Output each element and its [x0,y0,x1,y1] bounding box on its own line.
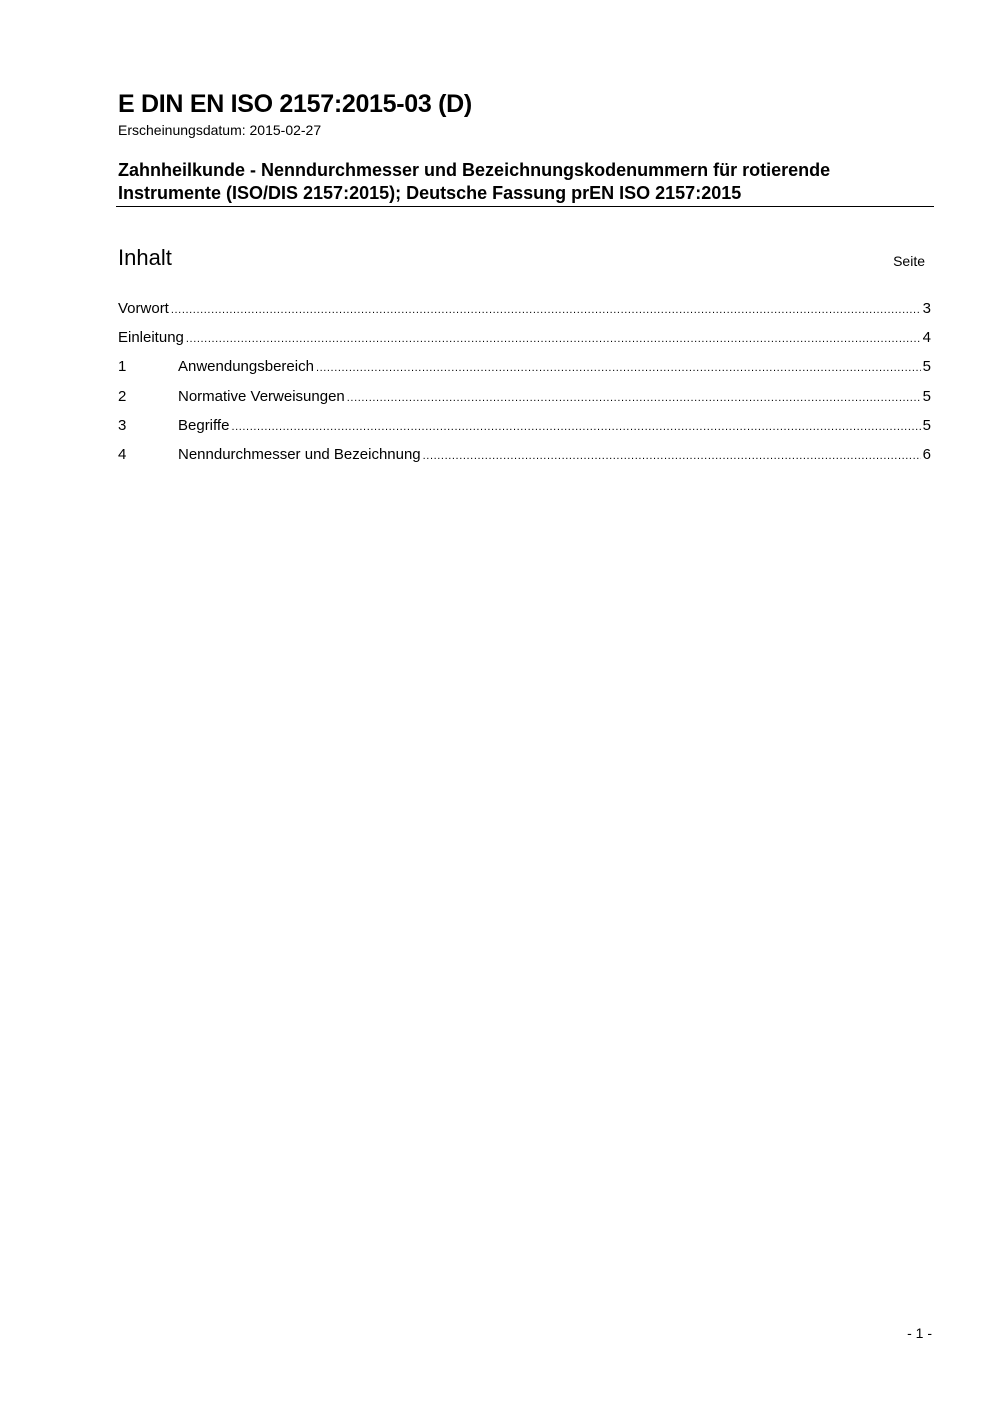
toc-entry-page: 5 [922,387,931,405]
toc-entry-anwendungsbereich[interactable] [118,358,931,387]
document-title-line-2: Instrumente (ISO/DIS 2157:2015); Deutsche Fassung prEN ISO 2157:2015 [118,183,742,203]
toc-entry-page: 4 [922,329,931,347]
toc-entry-page: 5 [922,358,931,376]
toc-entry-number: 3 [118,416,127,434]
toc-dot-leader [347,388,921,405]
toc-dot-leader [423,446,921,463]
toc-entry-nenndurchmesser[interactable] [118,446,931,475]
table-of-contents [118,300,931,475]
toc-entry-label: Begriffe [178,416,230,434]
toc-entry-number: 1 [118,358,127,376]
document-title-line-1: Zahnheilkunde - Nenndurchmesser und Bezeichnungskodenummern für rotierende [118,160,831,180]
document-id: E DIN EN ISO 2157:2015-03 (D) [118,90,472,118]
toc-entry-number: 2 [118,387,127,405]
toc-entry-page: 3 [922,300,931,317]
toc-dot-leader [316,358,921,375]
toc-page-column-label: Seite [893,253,925,269]
page-number: - 1 - [907,1325,932,1341]
toc-entry-begriffe[interactable] [118,417,931,446]
toc-dot-leader [231,417,920,434]
toc-entry-page: 5 [922,416,931,434]
title-divider [116,206,934,207]
toc-entry-label: Normative Verweisungen [178,387,345,405]
toc-entry-page: 6 [922,445,931,463]
toc-entry-number: 4 [118,445,127,463]
toc-entry-normative-verweisungen[interactable] [118,388,931,417]
toc-dot-leader [171,300,921,317]
document-title [118,159,938,205]
toc-entry-einleitung[interactable] [118,329,931,358]
toc-entry-label: Nenndurchmesser und Bezeichnung [178,445,421,463]
toc-dot-leader [186,329,921,346]
toc-heading: Inhalt [118,245,172,270]
publication-date: Erscheinungsdatum: 2015-02-27 [118,122,322,138]
toc-entry-label: Vorwort [118,300,169,317]
toc-entry-label: Einleitung [118,329,184,347]
toc-entry-label: Anwendungsbereich [178,358,314,376]
toc-entry-vorwort[interactable] [118,300,931,329]
